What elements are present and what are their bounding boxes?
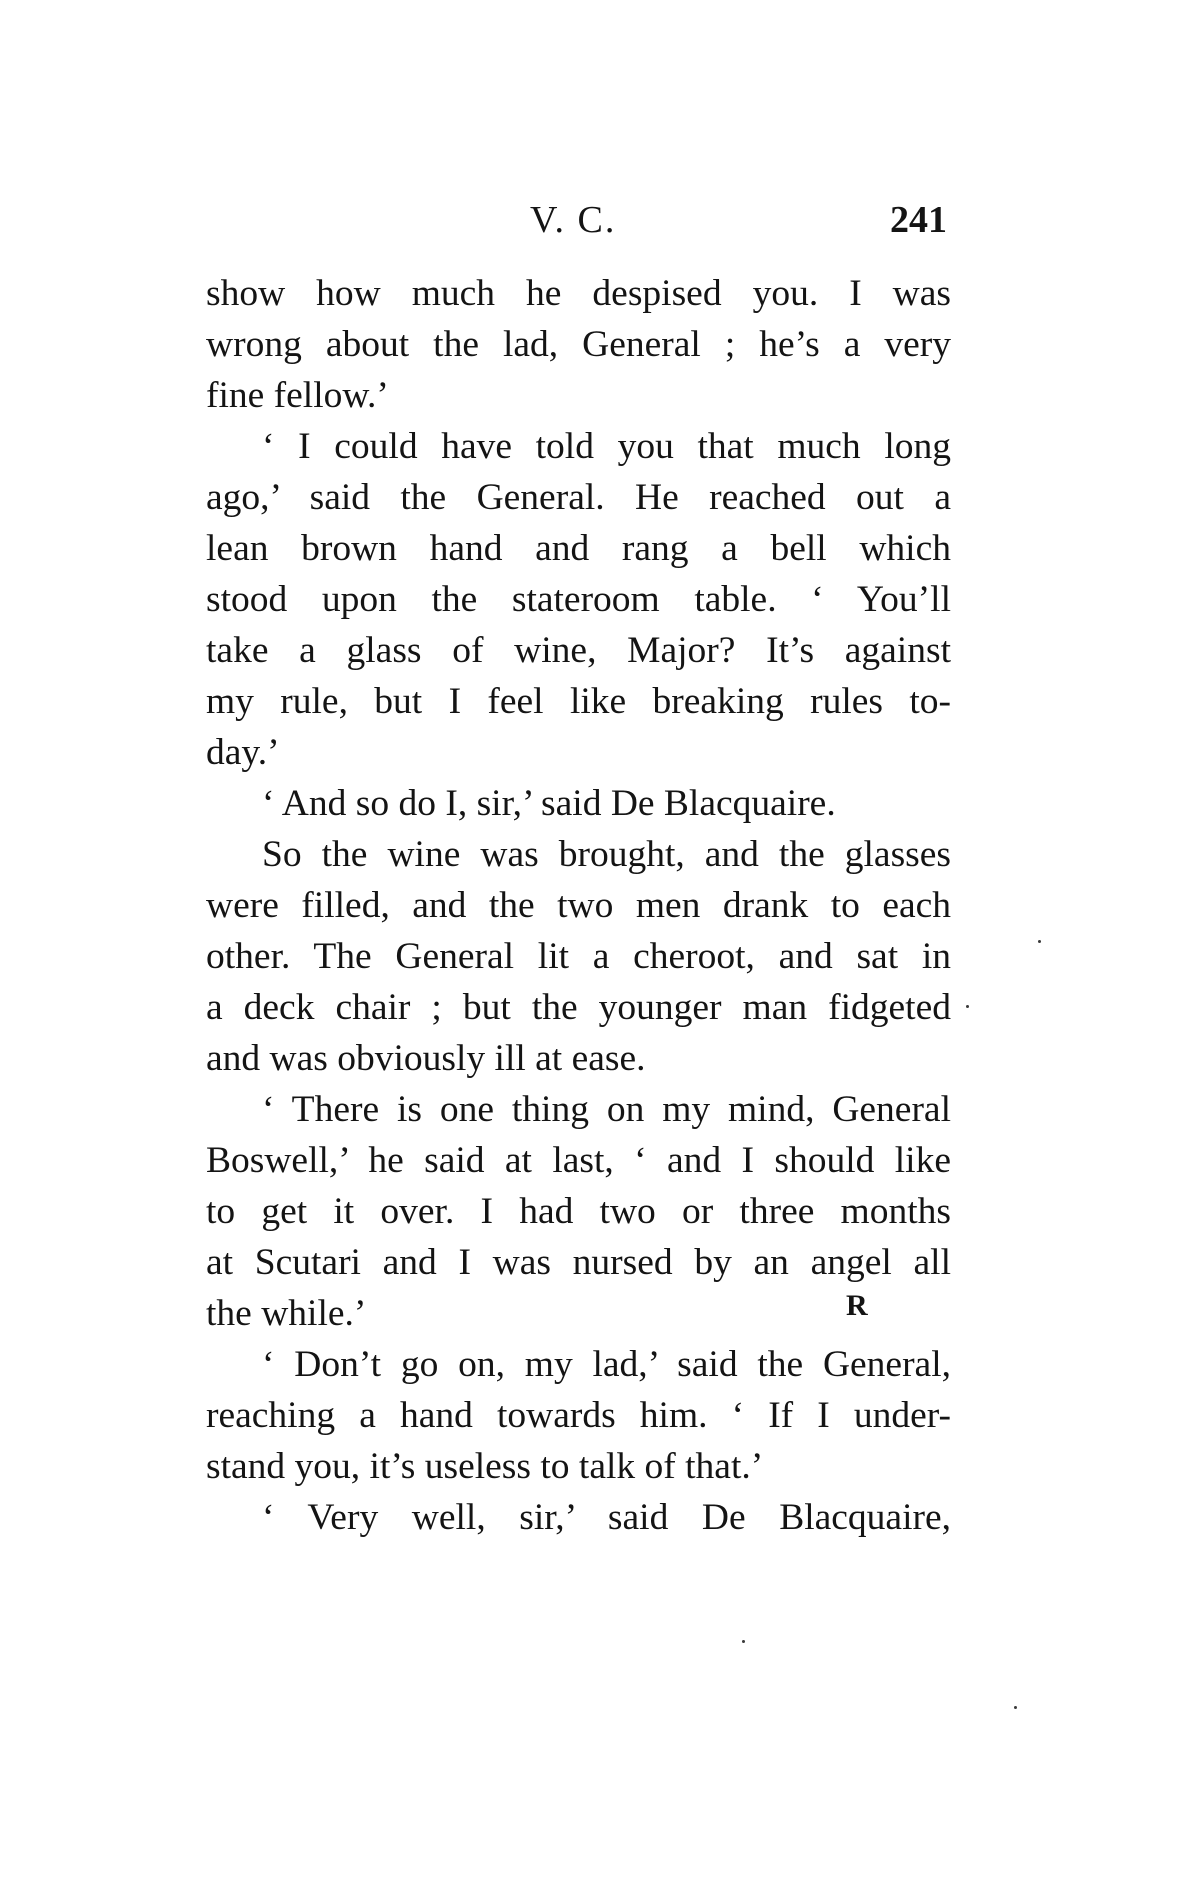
text-line: my rule, but I feel like breaking rules to-	[206, 681, 951, 722]
print-speck	[742, 1640, 745, 1643]
text-line: day.’	[206, 732, 280, 773]
text-line: wrong about the lad, General ; he’s a very	[206, 324, 951, 365]
page-number: 241	[890, 199, 947, 241]
print-speck	[1038, 940, 1041, 943]
text-line: fine fellow.’	[206, 375, 389, 416]
print-speck	[966, 1005, 969, 1008]
text-line: and was obviously ill at ease.	[206, 1038, 646, 1079]
text-line: ‘ There is one thing on my mind, General	[262, 1089, 951, 1130]
text-line: lean brown hand and rang a bell which	[206, 528, 951, 569]
text-line: other. The General lit a cheroot, and sat in	[206, 936, 951, 977]
text-line: ago,’ said the General. He reached out a	[206, 477, 951, 518]
text-line: ‘ I could have told you that much long	[262, 426, 951, 467]
text-line: a deck chair ; but the younger man fidgeted	[206, 987, 951, 1028]
text-line: take a glass of wine, Major? It’s against	[206, 630, 951, 671]
text-line: stood upon the stateroom table. ‘ You’ll	[206, 579, 951, 620]
text-line: stand you, it’s useless to talk of that.’	[206, 1446, 764, 1487]
text-line: to get it over. I had two or three months	[206, 1191, 951, 1232]
text-line: at Scutari and I was nursed by an angel all	[206, 1242, 951, 1283]
text-line: ‘ And so do I, sir,’ said De Blacquaire.	[262, 783, 836, 824]
signature-mark: R	[846, 1289, 868, 1322]
text-line: were filled, and the two men drank to each	[206, 885, 951, 926]
text-line: show how much he despised you. I was	[206, 273, 951, 314]
running-title: V. C.	[530, 199, 617, 241]
print-speck	[1014, 1706, 1017, 1709]
text-line: reaching a hand towards him. ‘ If I under-	[206, 1395, 951, 1436]
body-text	[206, 268, 951, 1543]
text-line: ‘ Very well, sir,’ said De Blacquaire,	[262, 1497, 951, 1538]
text-line: Boswell,’ he said at last, ‘ and I should like	[206, 1140, 951, 1181]
text-line: ‘ Don’t go on, my lad,’ said the General,	[262, 1344, 951, 1385]
text-line: the while.’	[206, 1293, 367, 1334]
text-line: So the wine was brought, and the glasses	[262, 834, 951, 875]
